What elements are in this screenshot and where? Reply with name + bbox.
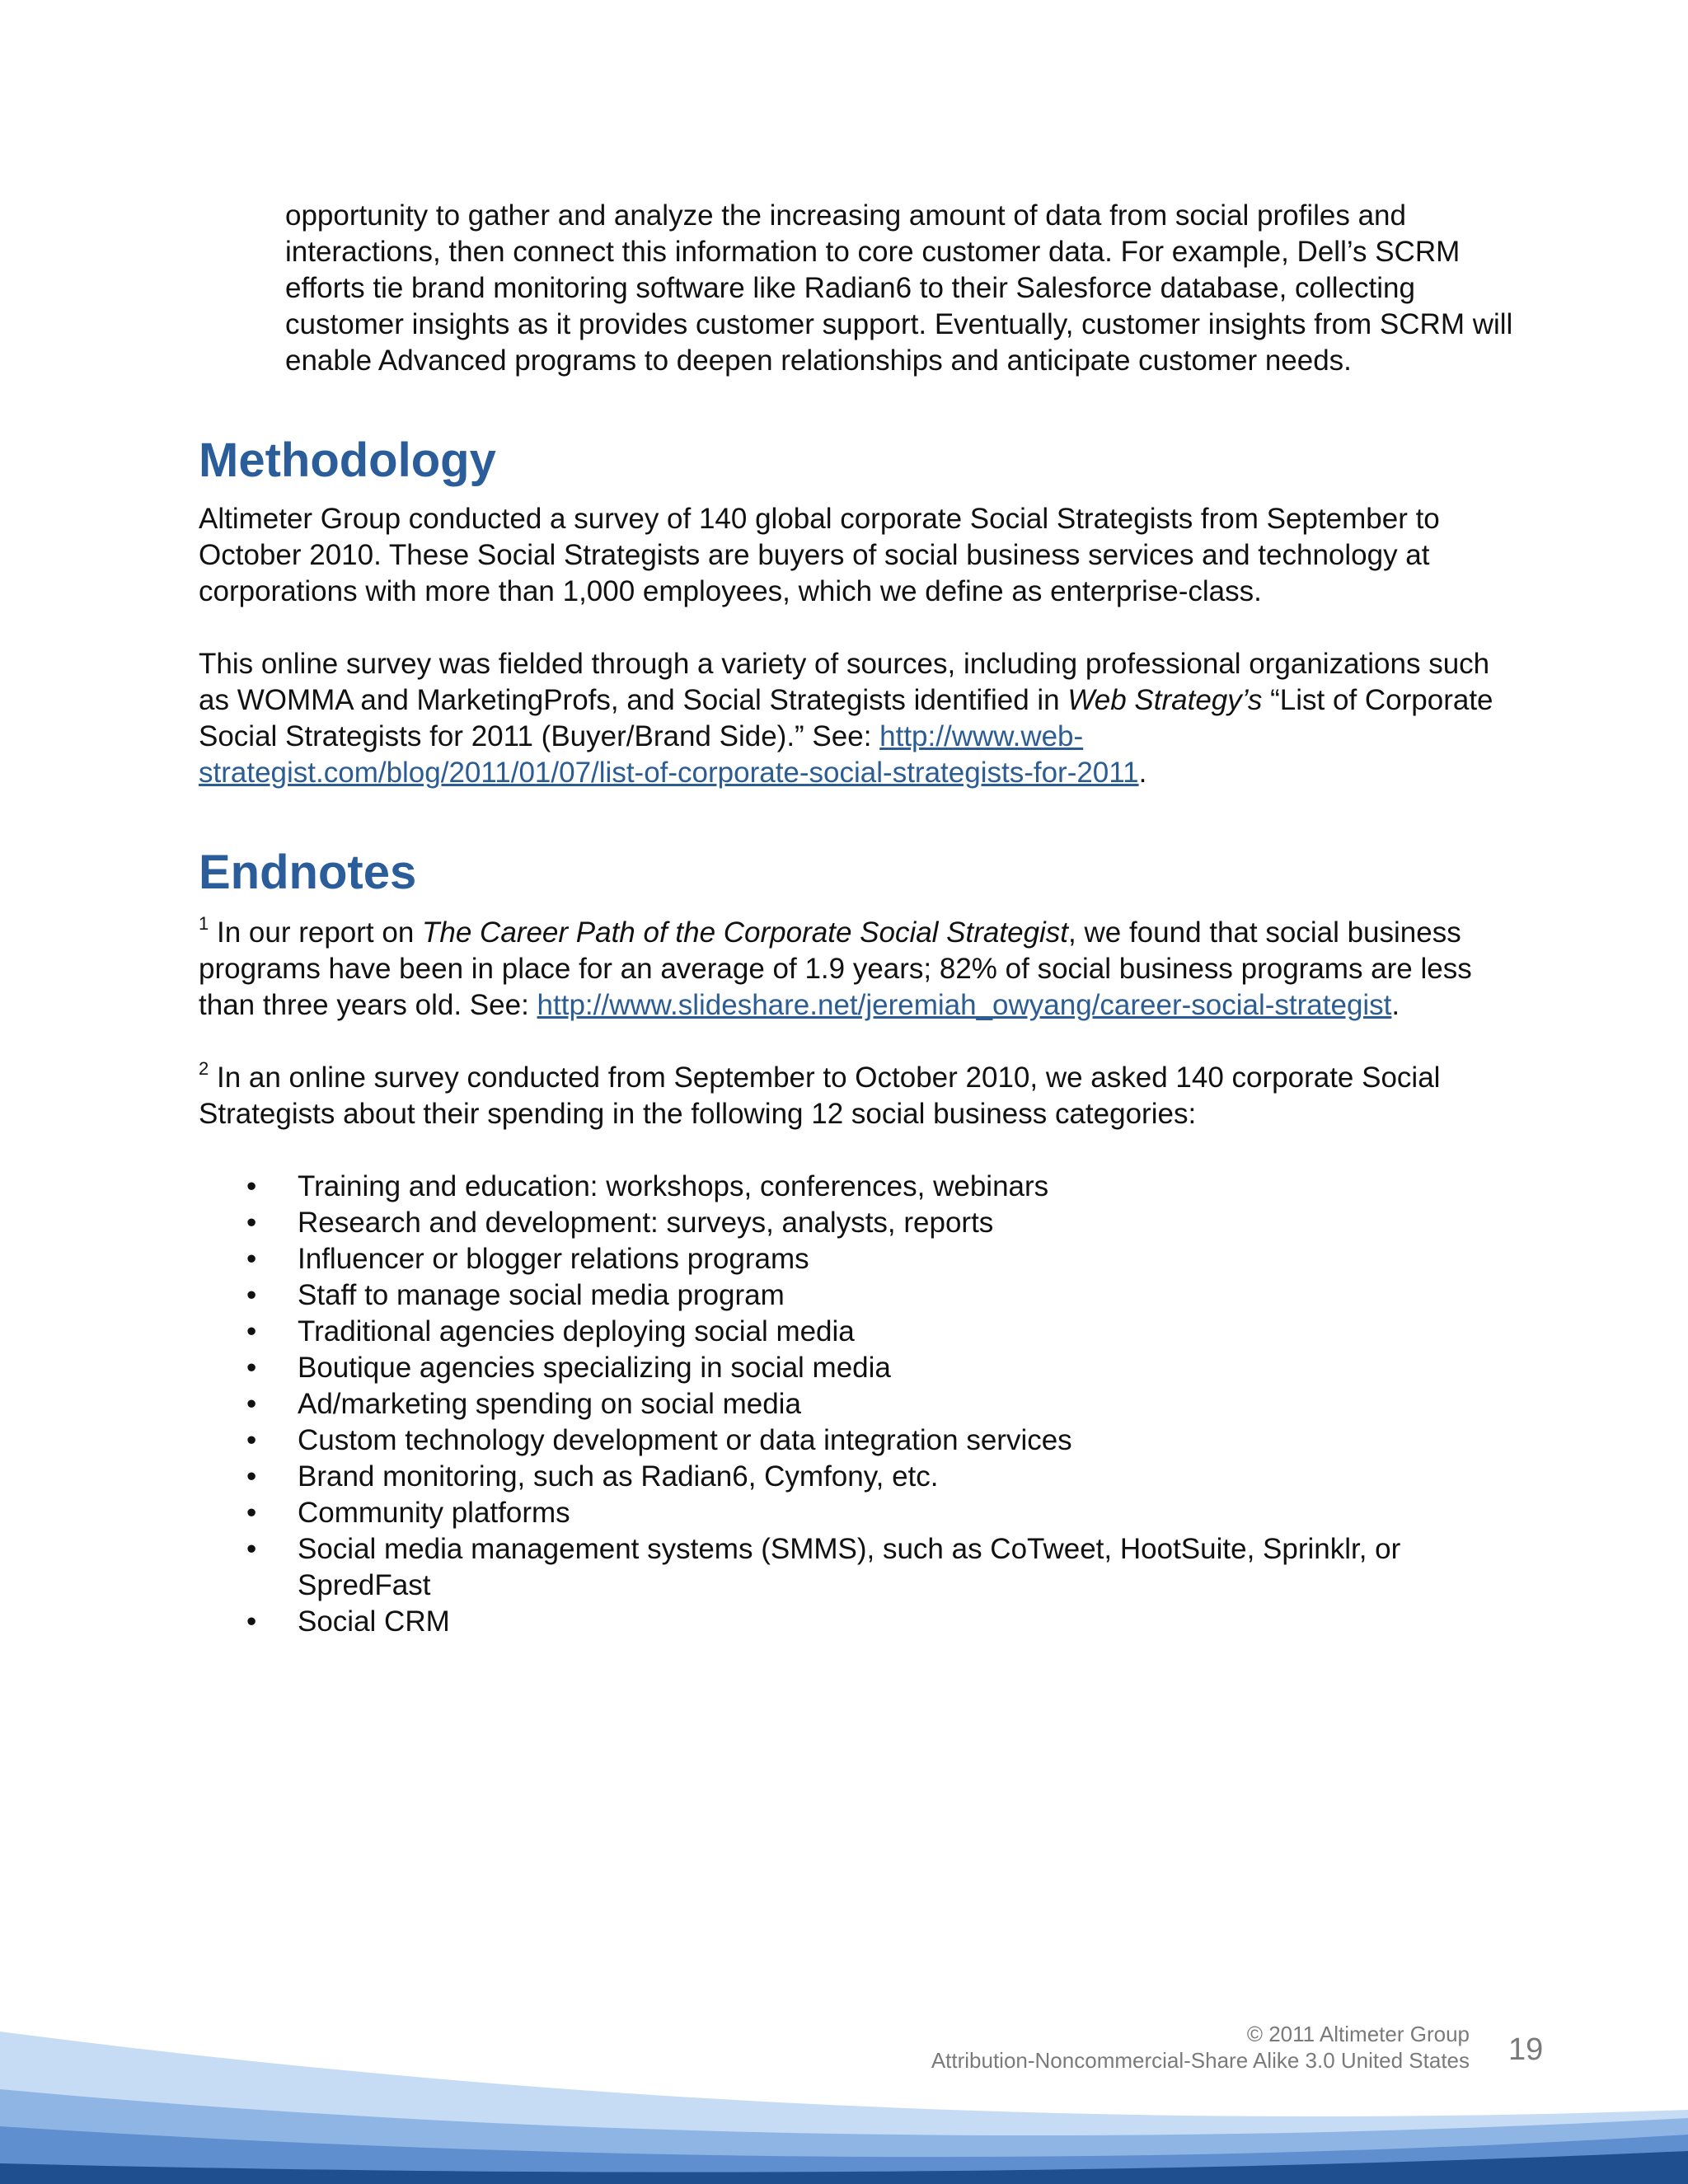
period: . xyxy=(1138,757,1147,789)
category-list xyxy=(199,1169,1501,1640)
period: . xyxy=(1391,989,1400,1021)
bullet-icon: • xyxy=(246,1424,257,1456)
methodology-text: This online survey was fielded through a variety of sources, including professional organizations such as WOMMA and MarketingProfs, and Social Strategists identified in xyxy=(199,648,1490,716)
bullet-icon: • xyxy=(246,1207,257,1239)
bullet-icon: • xyxy=(246,1533,257,1565)
intro-paragraph: opportunity to gather and analyze the increasing amount of data from social profiles and interactions, then connect this information to core customer data. For example, Dell’s SCRM efforts tie brand monitoring software like Radian6 to their Salesforce database, collecting customer insights as it provides customer support. Eventually, customer insights from SCRM will enable Advanced programs to deepen relationships and anticipate customer needs. xyxy=(285,199,1513,377)
list-item: • Social CRM xyxy=(199,1604,1468,1640)
endnote-1 xyxy=(199,915,1501,1024)
methodology-paragraph-1: Altimeter Group conducted a survey of 140 global corporate Social Strategists from September to October 2010. These Social Strategists are buyers of social business services and technology at corporations with more than 1,000 employees, which we define as enterprise-class. xyxy=(199,503,1440,607)
bullet-icon: • xyxy=(246,1388,257,1420)
list-item: • Research and development: surveys, analysts, reports xyxy=(199,1205,1468,1241)
footnote-number: 2 xyxy=(199,1058,209,1080)
bullet-icon: • xyxy=(246,1460,257,1493)
page-content xyxy=(199,198,1513,1640)
endnote-text: , we found that social business programs have been in place for an average of 1.9 years; 82% of social business programs are less than three years old. See: xyxy=(199,916,1472,1021)
list-item: • Training and education: workshops, conferences, webinars xyxy=(199,1169,1468,1205)
report-title: The Career Path of the Corporate Social Strategist xyxy=(422,916,1069,949)
web-strategy-title: Web Strategy’s xyxy=(1067,684,1263,716)
footer-credits xyxy=(931,2021,1470,2074)
bullet-icon: • xyxy=(246,1279,257,1311)
list-item: • Influencer or blogger relations programs xyxy=(199,1241,1468,1277)
endnote-text: In an online survey conducted from September to October 2010, we asked 140 corporate Social Strategists about their spending in the following 12 social business categories: xyxy=(199,1062,1441,1130)
endnote-2 xyxy=(199,1060,1501,1132)
list-item: • Brand monitoring, such as Radian6, Cymfony, etc. xyxy=(199,1459,1468,1495)
list-item: • Community platforms xyxy=(199,1495,1468,1531)
slideshare-link[interactable]: http://www.slideshare.net/jeremiah_owyang/career-social-strategist xyxy=(537,989,1392,1021)
bullet-icon: • xyxy=(246,1352,257,1384)
list-item: • Traditional agencies deploying social media xyxy=(199,1314,1468,1350)
list-item: • Custom technology development or data integration services xyxy=(199,1422,1468,1459)
endnote-text: In our report on xyxy=(209,916,423,949)
copyright-text: © 2011 Altimeter Group xyxy=(1246,2022,1470,2046)
list-item: • Ad/marketing spending on social media xyxy=(199,1386,1468,1422)
bullet-icon: • xyxy=(246,1170,257,1202)
web-strategist-link[interactable]: http://www.web-strategist.com/blog/2011/01/07/list-of-corporate-social-strategists-for-2011 xyxy=(199,720,1139,789)
methodology-paragraph-2 xyxy=(199,646,1501,791)
list-item: • Boutique agencies specializing in social media xyxy=(199,1350,1468,1386)
endnotes-heading: Endnotes xyxy=(199,846,417,899)
page-number: 19 xyxy=(1508,2032,1544,2067)
bullet-icon: • xyxy=(246,1497,257,1529)
bullet-icon: • xyxy=(246,1315,257,1347)
list-item: • Social media management systems (SMMS), such as CoTweet, HootSuite, Sprinklr, or SpredFast xyxy=(246,1533,1401,1601)
list-item: • Staff to manage social media program xyxy=(199,1277,1468,1314)
bullet-icon: • xyxy=(246,1243,257,1275)
footnote-number: 1 xyxy=(199,913,209,935)
bullet-icon: • xyxy=(246,1605,257,1638)
methodology-text: “List of Corporate Social Strategists for 2011 (Buyer/Brand Side).” See: xyxy=(199,684,1493,752)
methodology-heading: Methodology xyxy=(199,434,496,487)
license-text: Attribution-Noncommercial-Share Alike 3.0 United States xyxy=(931,2048,1470,2073)
